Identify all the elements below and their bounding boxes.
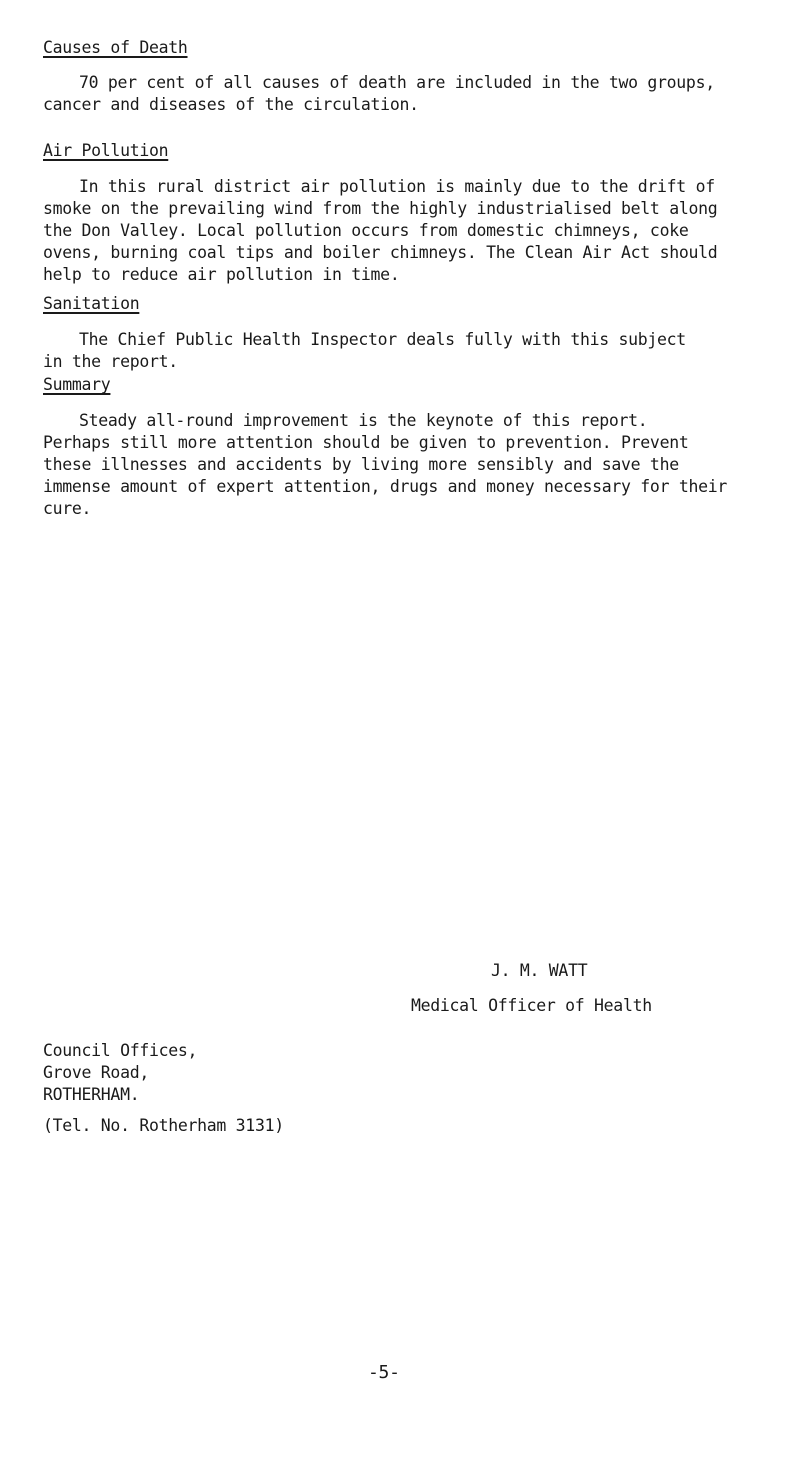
heading-sanitation: Sanitation (43, 294, 140, 313)
address-block (43, 1040, 197, 1106)
signature-title: Medical Officer of Health (411, 996, 652, 1015)
paragraph-summary: Steady all-round improvement is the keynote of this report. Perhaps still more attention should be given to prevention. Prevent these illnesses and accidents by living more sensibly and save the immense amount of expert attention, drugs and money necessary for their cure. (43, 411, 728, 518)
address-line: ROTHERHAM. (43, 1085, 140, 1104)
telephone-number: (Tel. No. Rotherham 3131) (43, 1116, 284, 1135)
heading-causes-of-death: Causes of Death (43, 38, 188, 57)
address-line: Grove Road, (43, 1063, 149, 1082)
heading-air-pollution: Air Pollution (43, 141, 169, 160)
signature-name: J. M. WATT (491, 961, 588, 980)
page-number: -5- (368, 1362, 400, 1383)
paragraph-sanitation: The Chief Public Health Inspector deals fully with this subject in the report. (43, 330, 686, 371)
address-line: Council Offices, (43, 1041, 198, 1060)
heading-summary: Summary (43, 375, 111, 394)
paragraph-air-pollution: In this rural district air pollution is mainly due to the drift of smoke on the prevailing wind from the highly industrialised belt along the Don Valley. Local pollution occurs from domestic chimneys, coke ovens, burning coal tips and boiler chimneys. The Clean Air Act should help to reduce air pollution in time. (43, 177, 718, 284)
paragraph-causes-of-death: 70 per cent of all causes of death are included in the two groups, cancer and diseases of the circulation. (43, 73, 715, 114)
